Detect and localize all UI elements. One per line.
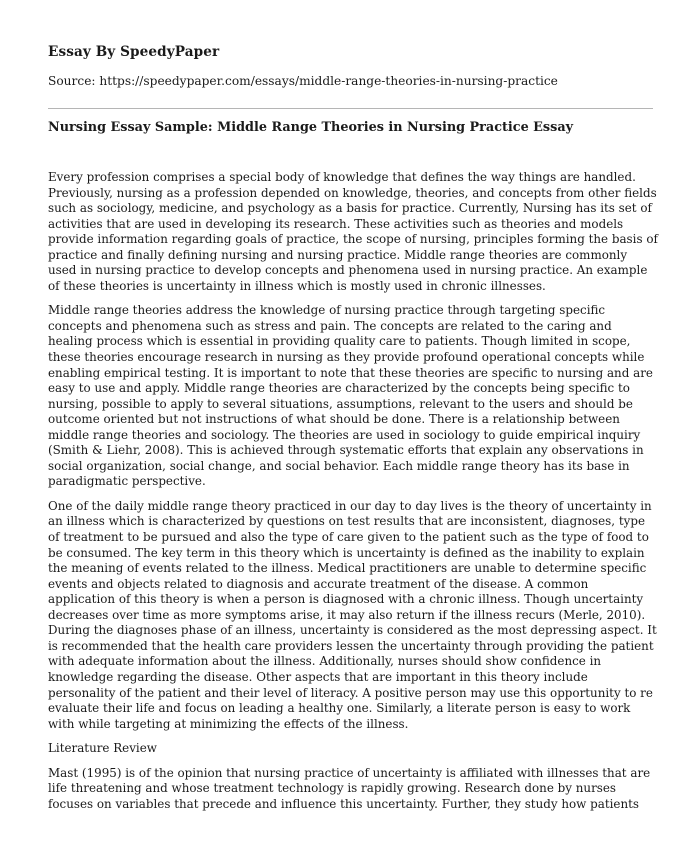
essay-body	[48, 170, 658, 821]
header-divider	[48, 108, 653, 109]
publisher-heading: Essay By SpeedyPaper	[48, 44, 220, 60]
body-paragraph-4: Mast (1995) is of the opinion that nursing practice of uncertainty is affiliated with illnesses that are life threatening and whose treatment technology is rapidly growing. Research done by nurses focuses on variables that precede and influence this uncertainty. Further, they study how patients	[48, 765, 651, 811]
body-paragraph-1: Every profession comprises a special body of knowledge that defines the way things are handled. Previously, nursing as a profession depended on knowledge, theories, and concepts from other fields such as sociology, medicine, and psychology as a basis for practice. Currently, Nursing has its set of activities that are used in developing its research. These activities such as theories and models provide information regarding goals of practice, the scope of nursing, principles forming the basis of practice and finally defining nursing and nursing practice. Middle range theories are commonly used in nursing practice to develop concepts and phenomena used in nursing practice. An example of these theories is uncertainty in illness which is mostly used in chronic illnesses.	[48, 170, 658, 293]
essay-title: Nursing Essay Sample: Middle Range Theories in Nursing Practice Essay	[48, 120, 574, 135]
body-paragraph-3: One of the daily middle range theory practiced in our day to day lives is the theory of uncertainty in an illness which is characterized by questions on test results that are inconsistent, diagnoses, type of treatment to be pursued and also the type of care given to the patient such as the type of food to be consumed. The key term in this theory which is uncertainty is defined as the inability to explain the meaning of events related to the illness. Medical practitioners are unable to determine specific events and objects related to diagnosis and accurate treatment of the disease. A common application of this theory is when a person is diagnosed with a chronic illness. Though uncertainty decreases over time as more symptoms arise, it may also return if the illness recurs (Merle, 2010). During the diagnoses phase of an illness, uncertainty is considered as the most depressing aspect. It is recommended that the health care providers lessen the uncertainty through providing the patient with adequate information about the illness. Additionally, nurses should show confidence in knowledge regarding the disease. Other aspects that are important in this theory include personality of the patient and their level of literacy. A positive person may use this opportunity to re evaluate their life and focus on leading a healthy one. Similarly, a literate person is easy to work with while targeting at minimizing the effects of the illness.	[48, 498, 657, 731]
body-paragraph-2: Middle range theories address the knowledge of nursing practice through targeting specific concepts and phenomena such as stress and pain. The concepts are related to the caring and healing process which is essential in providing quality care to patients. Though limited in scope, these theories encourage research in nursing as they provide profound operational concepts while enabling empirical testing. It is important to note that these theories are specific to nursing and are easy to use and apply. Middle range theories are characterized by the concepts being specific to nursing, possible to apply to several situations, assumptions, relevant to the users and should be outcome oriented but not instructions of what should be done. There is a relationship between middle range theories and sociology. The theories are used in sociology to guide empirical inquiry (Smith & Liehr, 2008). This is achieved through systematic efforts that explain any observations in social organization, social change, and social behavior. Each middle range theory has its base in paradigmatic perspective.	[48, 303, 653, 489]
source-line: Source: https://speedypaper.com/essays/middle-range-theories-in-nursing-practice	[48, 74, 558, 88]
section-heading: Literature Review	[48, 741, 157, 756]
